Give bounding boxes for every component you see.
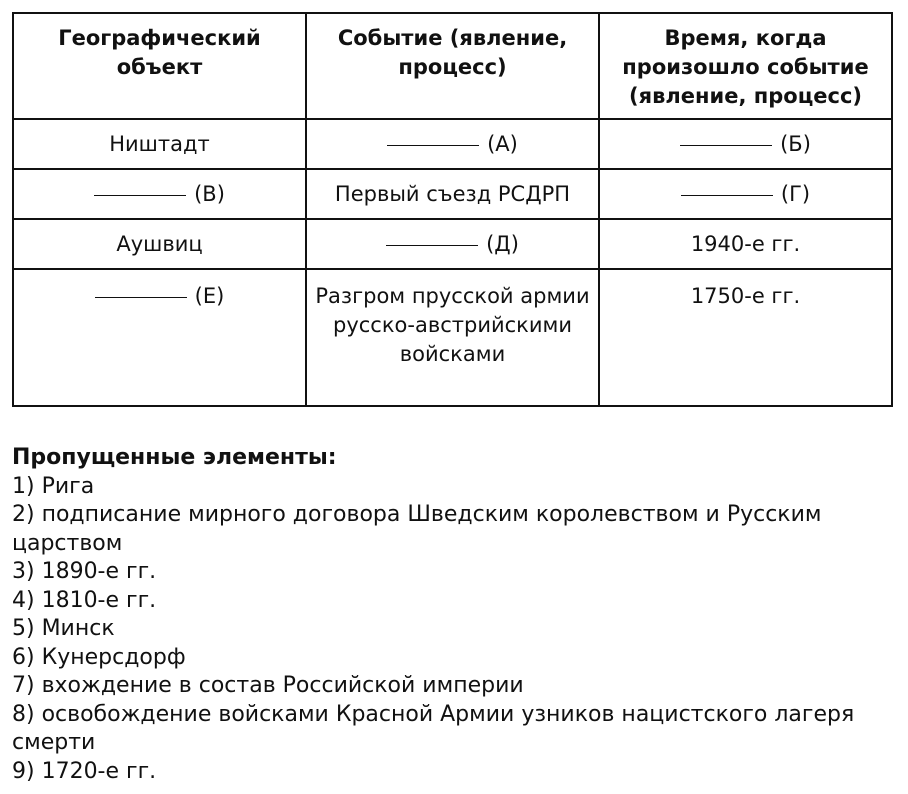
header-time: Время, когда произошло событие (явление, процесс) — [599, 13, 892, 119]
cell-event: Разгром прусской армии русско-австрийскими войсками — [306, 269, 599, 406]
cell-event: (Д) — [306, 219, 599, 269]
table-row — [13, 119, 892, 169]
cell-time: 1940-е гг. — [599, 219, 892, 269]
answer-blank — [94, 195, 186, 196]
list-item: 1) Рига — [12, 473, 95, 499]
list-item: 4) 1810-е гг. — [12, 587, 157, 613]
cell-time: (Б) — [599, 119, 892, 169]
cell-event: (А) — [306, 119, 599, 169]
cell-geo-object: Аушвиц — [13, 219, 306, 269]
list-item: 2) подписание мирного договора Шведским королевством и Русским царством — [12, 502, 822, 556]
cell-geo-object: Ништадт — [13, 119, 306, 169]
list-item: 9) 1720-е гг. — [12, 758, 157, 784]
cell-time: 1750-е гг. — [599, 269, 892, 406]
table-row — [13, 219, 892, 269]
list-item: 6) Кунерсдорф — [12, 644, 186, 670]
answer-blank — [387, 145, 479, 146]
list-item: 7) вхождение в состав Российской империи — [12, 673, 524, 698]
answer-blank — [95, 297, 187, 298]
missing-elements-list — [12, 444, 892, 786]
cell-geo-object: (В) — [13, 169, 306, 219]
header-geo-object: Географический объект — [13, 13, 306, 119]
table-header-row — [13, 13, 892, 119]
list-item: 5) Минск — [12, 616, 115, 641]
cell-time: (Г) — [599, 169, 892, 219]
list-item: 3) 1890-е гг. — [12, 559, 157, 584]
list-item: 8) освобождение войсками Красной Армии узников нацистского лагеря смерти — [12, 701, 855, 755]
answer-blank — [386, 245, 478, 246]
cell-geo-object: (Е) — [13, 269, 306, 406]
task-table — [12, 12, 893, 407]
answer-blank — [680, 145, 772, 146]
cell-event: Первый съезд РСДРП — [306, 169, 599, 219]
answer-blank — [681, 195, 773, 196]
missing-elements-title: Пропущенные элементы: — [12, 445, 337, 470]
header-event: Событие (явление, процесс) — [306, 13, 599, 119]
table-row — [13, 269, 892, 406]
table-row — [13, 169, 892, 219]
